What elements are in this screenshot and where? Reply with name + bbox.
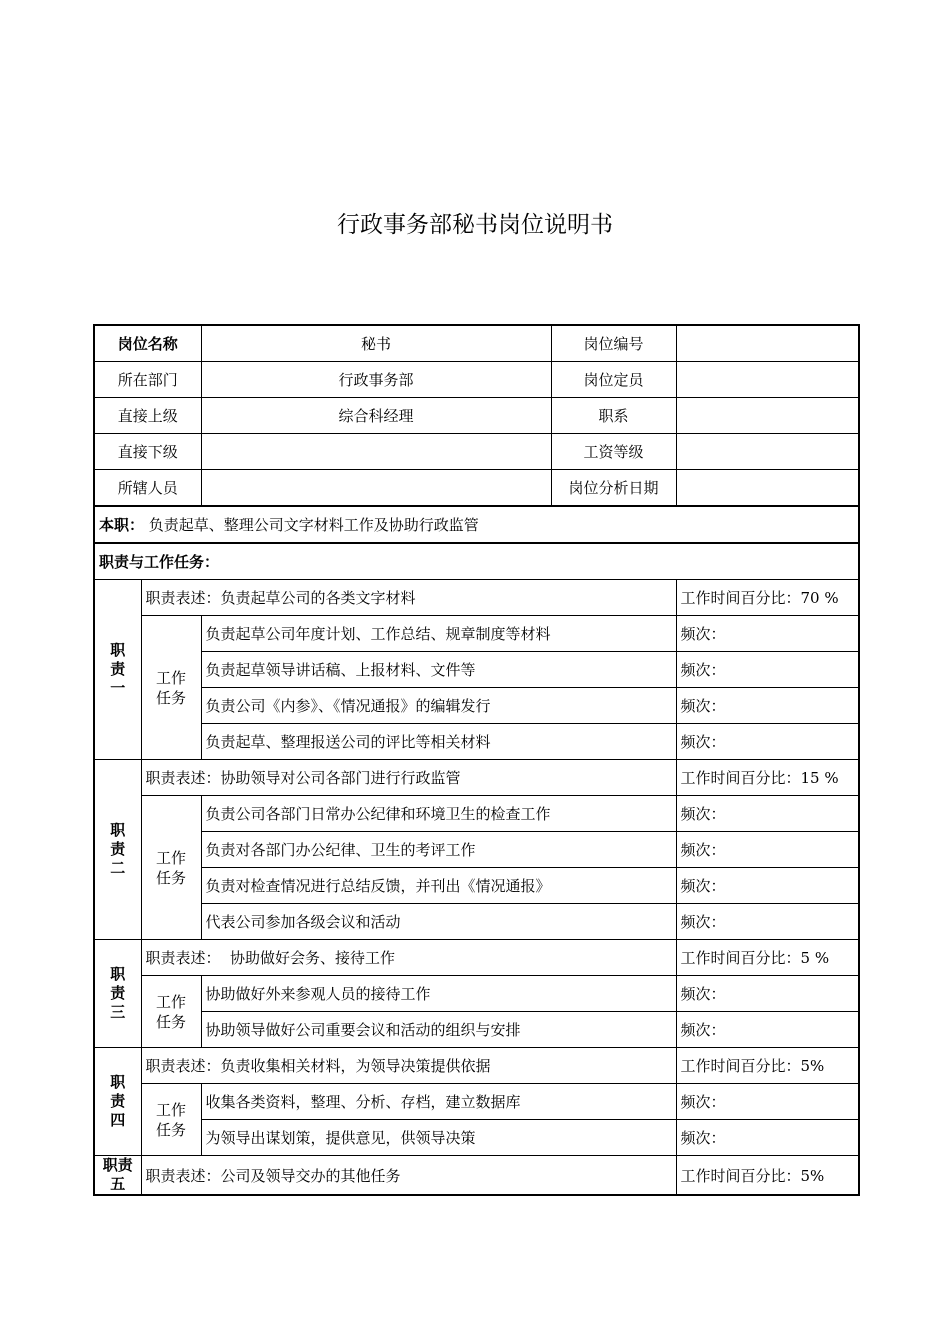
task-text: 代表公司参加各级会议和活动 — [201, 904, 676, 940]
duties-header: 职责与工作任务： — [94, 543, 859, 580]
info-value — [676, 470, 859, 507]
task-row — [94, 616, 859, 652]
task-row — [94, 904, 859, 940]
info-row — [94, 362, 859, 398]
task-row — [94, 1012, 859, 1048]
duty-time-percent: 工作时间百分比：5% — [676, 1048, 859, 1084]
task-row — [94, 868, 859, 904]
duty-desc-row — [94, 1156, 859, 1196]
task-text: 为领导出谋划策，提供意见，供领导决策 — [201, 1120, 676, 1156]
job-description-table — [93, 324, 860, 1196]
duty-time-percent: 工作时间百分比：5% — [676, 1156, 859, 1196]
benzhi-cell — [94, 506, 859, 543]
duties-header-row — [94, 543, 859, 580]
info-label: 直接上级 — [94, 398, 201, 434]
info-label: 岗位名称 — [94, 325, 201, 362]
task-text: 协助领导做好公司重要会议和活动的组织与安排 — [201, 1012, 676, 1048]
page-title: 行政事务部秘书岗位说明书 — [337, 212, 613, 238]
task-frequency: 频次： — [676, 724, 859, 760]
task-label: 工作 任务 — [141, 1084, 201, 1156]
task-row — [94, 724, 859, 760]
info-row — [94, 398, 859, 434]
task-frequency: 频次： — [676, 1012, 859, 1048]
task-text: 负责起草领导讲话稿、上报材料、文件等 — [201, 652, 676, 688]
duty-desc-row — [94, 760, 859, 796]
info-value: 秘书 — [201, 325, 551, 362]
duty-description: 职责表述： 协助做好会务、接待工作 — [141, 940, 676, 976]
task-label: 工作 任务 — [141, 976, 201, 1048]
task-frequency: 频次： — [676, 796, 859, 832]
task-label: 工作 任务 — [141, 796, 201, 940]
task-frequency: 频次： — [676, 904, 859, 940]
info-label: 工资等级 — [551, 434, 676, 470]
task-text: 负责起草、整理报送公司的评比等相关材料 — [201, 724, 676, 760]
task-frequency: 频次： — [676, 1084, 859, 1120]
info-value — [201, 434, 551, 470]
duty-label: 职 责 一 — [94, 580, 141, 760]
info-value — [676, 398, 859, 434]
duty-description: 职责表述：协助领导对公司各部门进行行政监管 — [141, 760, 676, 796]
info-label: 职系 — [551, 398, 676, 434]
benzhi-row — [94, 506, 859, 543]
task-label: 工作 任务 — [141, 616, 201, 760]
duty-time-percent: 工作时间百分比：70 % — [676, 580, 859, 616]
info-label: 所在部门 — [94, 362, 201, 398]
info-label: 岗位定员 — [551, 362, 676, 398]
benzhi-label: 本职： — [99, 516, 145, 534]
info-label: 所辖人员 — [94, 470, 201, 507]
duty-time-percent: 工作时间百分比：5 % — [676, 940, 859, 976]
task-frequency: 频次： — [676, 652, 859, 688]
benzhi-text: 负责起草、整理公司文字材料工作及协助行政监管 — [148, 516, 479, 534]
duty-desc-row — [94, 1048, 859, 1084]
info-row — [94, 325, 859, 362]
info-value — [676, 325, 859, 362]
task-text: 负责对检查情况进行总结反馈，并刊出《情况通报》 — [201, 868, 676, 904]
task-row — [94, 796, 859, 832]
info-label: 岗位编号 — [551, 325, 676, 362]
duty-description: 职责表述：负责起草公司的各类文字材料 — [141, 580, 676, 616]
task-text: 收集各类资料，整理、分析、存档，建立数据库 — [201, 1084, 676, 1120]
task-row — [94, 1084, 859, 1120]
task-row — [94, 832, 859, 868]
task-row — [94, 976, 859, 1012]
task-frequency: 频次： — [676, 616, 859, 652]
duty-label: 职 责 三 — [94, 940, 141, 1048]
info-row — [94, 470, 859, 507]
duty-label: 职 责 二 — [94, 760, 141, 940]
info-value: 综合科经理 — [201, 398, 551, 434]
duty-desc-row — [94, 940, 859, 976]
task-text: 协助做好外来参观人员的接待工作 — [201, 976, 676, 1012]
info-value — [676, 434, 859, 470]
duty-label: 职责 五 — [94, 1156, 141, 1196]
info-value — [201, 470, 551, 507]
duty-desc-row — [94, 580, 859, 616]
task-frequency: 频次： — [676, 688, 859, 724]
task-frequency: 频次： — [676, 832, 859, 868]
info-label: 岗位分析日期 — [551, 470, 676, 507]
info-value — [676, 362, 859, 398]
task-frequency: 频次： — [676, 976, 859, 1012]
duty-time-percent: 工作时间百分比：15 % — [676, 760, 859, 796]
task-text: 负责公司各部门日常办公纪律和环境卫生的检查工作 — [201, 796, 676, 832]
info-row — [94, 434, 859, 470]
info-value: 行政事务部 — [201, 362, 551, 398]
duty-description: 职责表述：公司及领导交办的其他任务 — [141, 1156, 676, 1196]
info-label: 直接下级 — [94, 434, 201, 470]
task-frequency: 频次： — [676, 1120, 859, 1156]
task-text: 负责对各部门办公纪律、卫生的考评工作 — [201, 832, 676, 868]
duty-label: 职 责 四 — [94, 1048, 141, 1156]
task-text: 负责起草公司年度计划、工作总结、规章制度等材料 — [201, 616, 676, 652]
task-row — [94, 652, 859, 688]
task-row — [94, 1120, 859, 1156]
task-row — [94, 688, 859, 724]
task-frequency: 频次： — [676, 868, 859, 904]
task-text: 负责公司《内参》、《情况通报》的编辑发行 — [201, 688, 676, 724]
duty-description: 职责表述：负责收集相关材料，为领导决策提供依据 — [141, 1048, 676, 1084]
